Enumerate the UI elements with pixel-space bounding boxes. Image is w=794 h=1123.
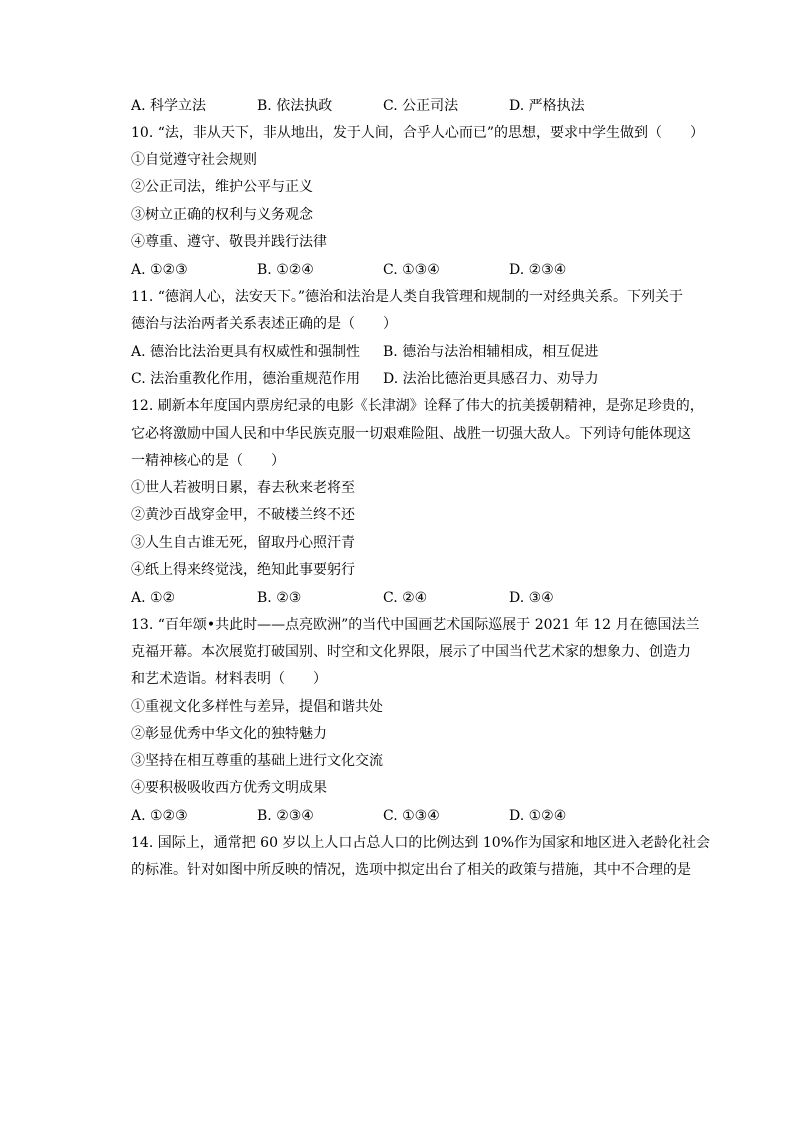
q13-stem-line-1: 13. “百年颂•共此时——点亮欧洲”的当代中国画艺术国际巡展于 2021 年 12 月在德国法兰 (131, 617, 700, 633)
q9-option-c: C. 公正司法 (383, 98, 459, 114)
q11-option-d: D. 法治比德治更具感召力、劝导力 (383, 371, 599, 387)
q13-option-b: B. ②③④ (257, 808, 314, 824)
q13-item-3: ③坚持在相互尊重的基础上进行文化交流 (131, 753, 383, 769)
q13-item-4: ④要积极吸收西方优秀文明成果 (131, 780, 327, 796)
q14-stem-line-2: 的标准。针对如图中所反映的情况，选项中拟定出台了相关的政策与措施，其中不合理的是 (131, 862, 691, 878)
q9-option-b: B. 依法执政 (257, 98, 333, 114)
q12-item-1: ①世人若被明日累，春去秋来老将至 (131, 480, 355, 496)
q10-item-1: ①自觉遵守社会规则 (131, 152, 257, 168)
q12-option-c: C. ②④ (383, 590, 428, 606)
q12-stem-line-1: 12. 刷新本年度国内票房纪录的电影《长津湖》诠释了伟大的抗美援朝精神，是弥足珍贵的， (131, 398, 704, 414)
q12-option-d: D. ③④ (509, 590, 554, 606)
q11-option-b: B. 德治与法治相辅相成，相互促进 (383, 344, 599, 360)
q11-stem-line-2: 德治与法治两者关系表述正确的是（ ） (131, 316, 397, 332)
q12-item-2: ②黄沙百战穿金甲，不破楼兰终不还 (131, 507, 355, 523)
q14-stem-line-1: 14. 国际上，通常把 60 岁以上人口占总人口的比例达到 10%作为国家和地区进入老龄化社会 (131, 835, 710, 851)
q12-item-4: ④纸上得来终觉浅，绝知此事要躬行 (131, 562, 355, 578)
q11-option-c: C. 法治重教化作用，德治重规范作用 (131, 371, 361, 387)
q13-stem-line-3: 和艺术造诣。材料表明（ ） (131, 671, 327, 687)
q12-stem-line-2: 它必将激励中国人民和中华民族克服一切艰难险阻、战胜一切强大敌人。下列诗句能体现这 (131, 426, 691, 442)
q10-option-b: B. ①②④ (257, 262, 314, 278)
q10-option-a: A. ①②③ (131, 262, 188, 278)
q11-option-a: A. 德治比法治更具有权威性和强制性 (131, 344, 361, 360)
q10-option-c: C. ①③④ (383, 262, 440, 278)
q9-option-a: A. 科学立法 (131, 98, 207, 114)
q12-option-b: B. ②③ (257, 590, 302, 606)
q13-item-2: ②彰显优秀中华文化的独特魅力 (131, 726, 327, 742)
q13-item-1: ①重视文化多样性与差异，提倡和谐共处 (131, 699, 383, 715)
q12-option-a: A. ①② (131, 590, 176, 606)
q10-stem: 10. “法，非从天下，非从地出，发于人间，合乎人心而已”的思想，要求中学生做到（ ） (131, 125, 705, 141)
q10-item-2: ②公正司法，维护公平与正义 (131, 179, 313, 195)
q10-item-4: ④尊重、遵守、敬畏并践行法律 (131, 234, 327, 250)
q9-option-d: D. 严格执法 (509, 98, 585, 114)
q11-stem-line-1: 11. “德润人心，法安天下。”德治和法治是人类自我管理和规制的一对经典关系。下列关于 (131, 289, 684, 305)
q10-option-d: D. ②③④ (509, 262, 567, 278)
q13-stem-line-2: 克福开幕。本次展览打破国别、时空和文化界限，展示了中国当代艺术家的想象力、创造力 (131, 644, 691, 660)
q12-item-3: ③人生自古谁无死，留取丹心照汗青 (131, 535, 355, 551)
q13-option-d: D. ①②④ (509, 808, 567, 824)
q12-stem-line-3: 一精神核心的是（ ） (131, 453, 285, 469)
q13-option-a: A. ①②③ (131, 808, 188, 824)
q13-option-c: C. ①③④ (383, 808, 440, 824)
q10-item-3: ③树立正确的权利与义务观念 (131, 207, 313, 223)
